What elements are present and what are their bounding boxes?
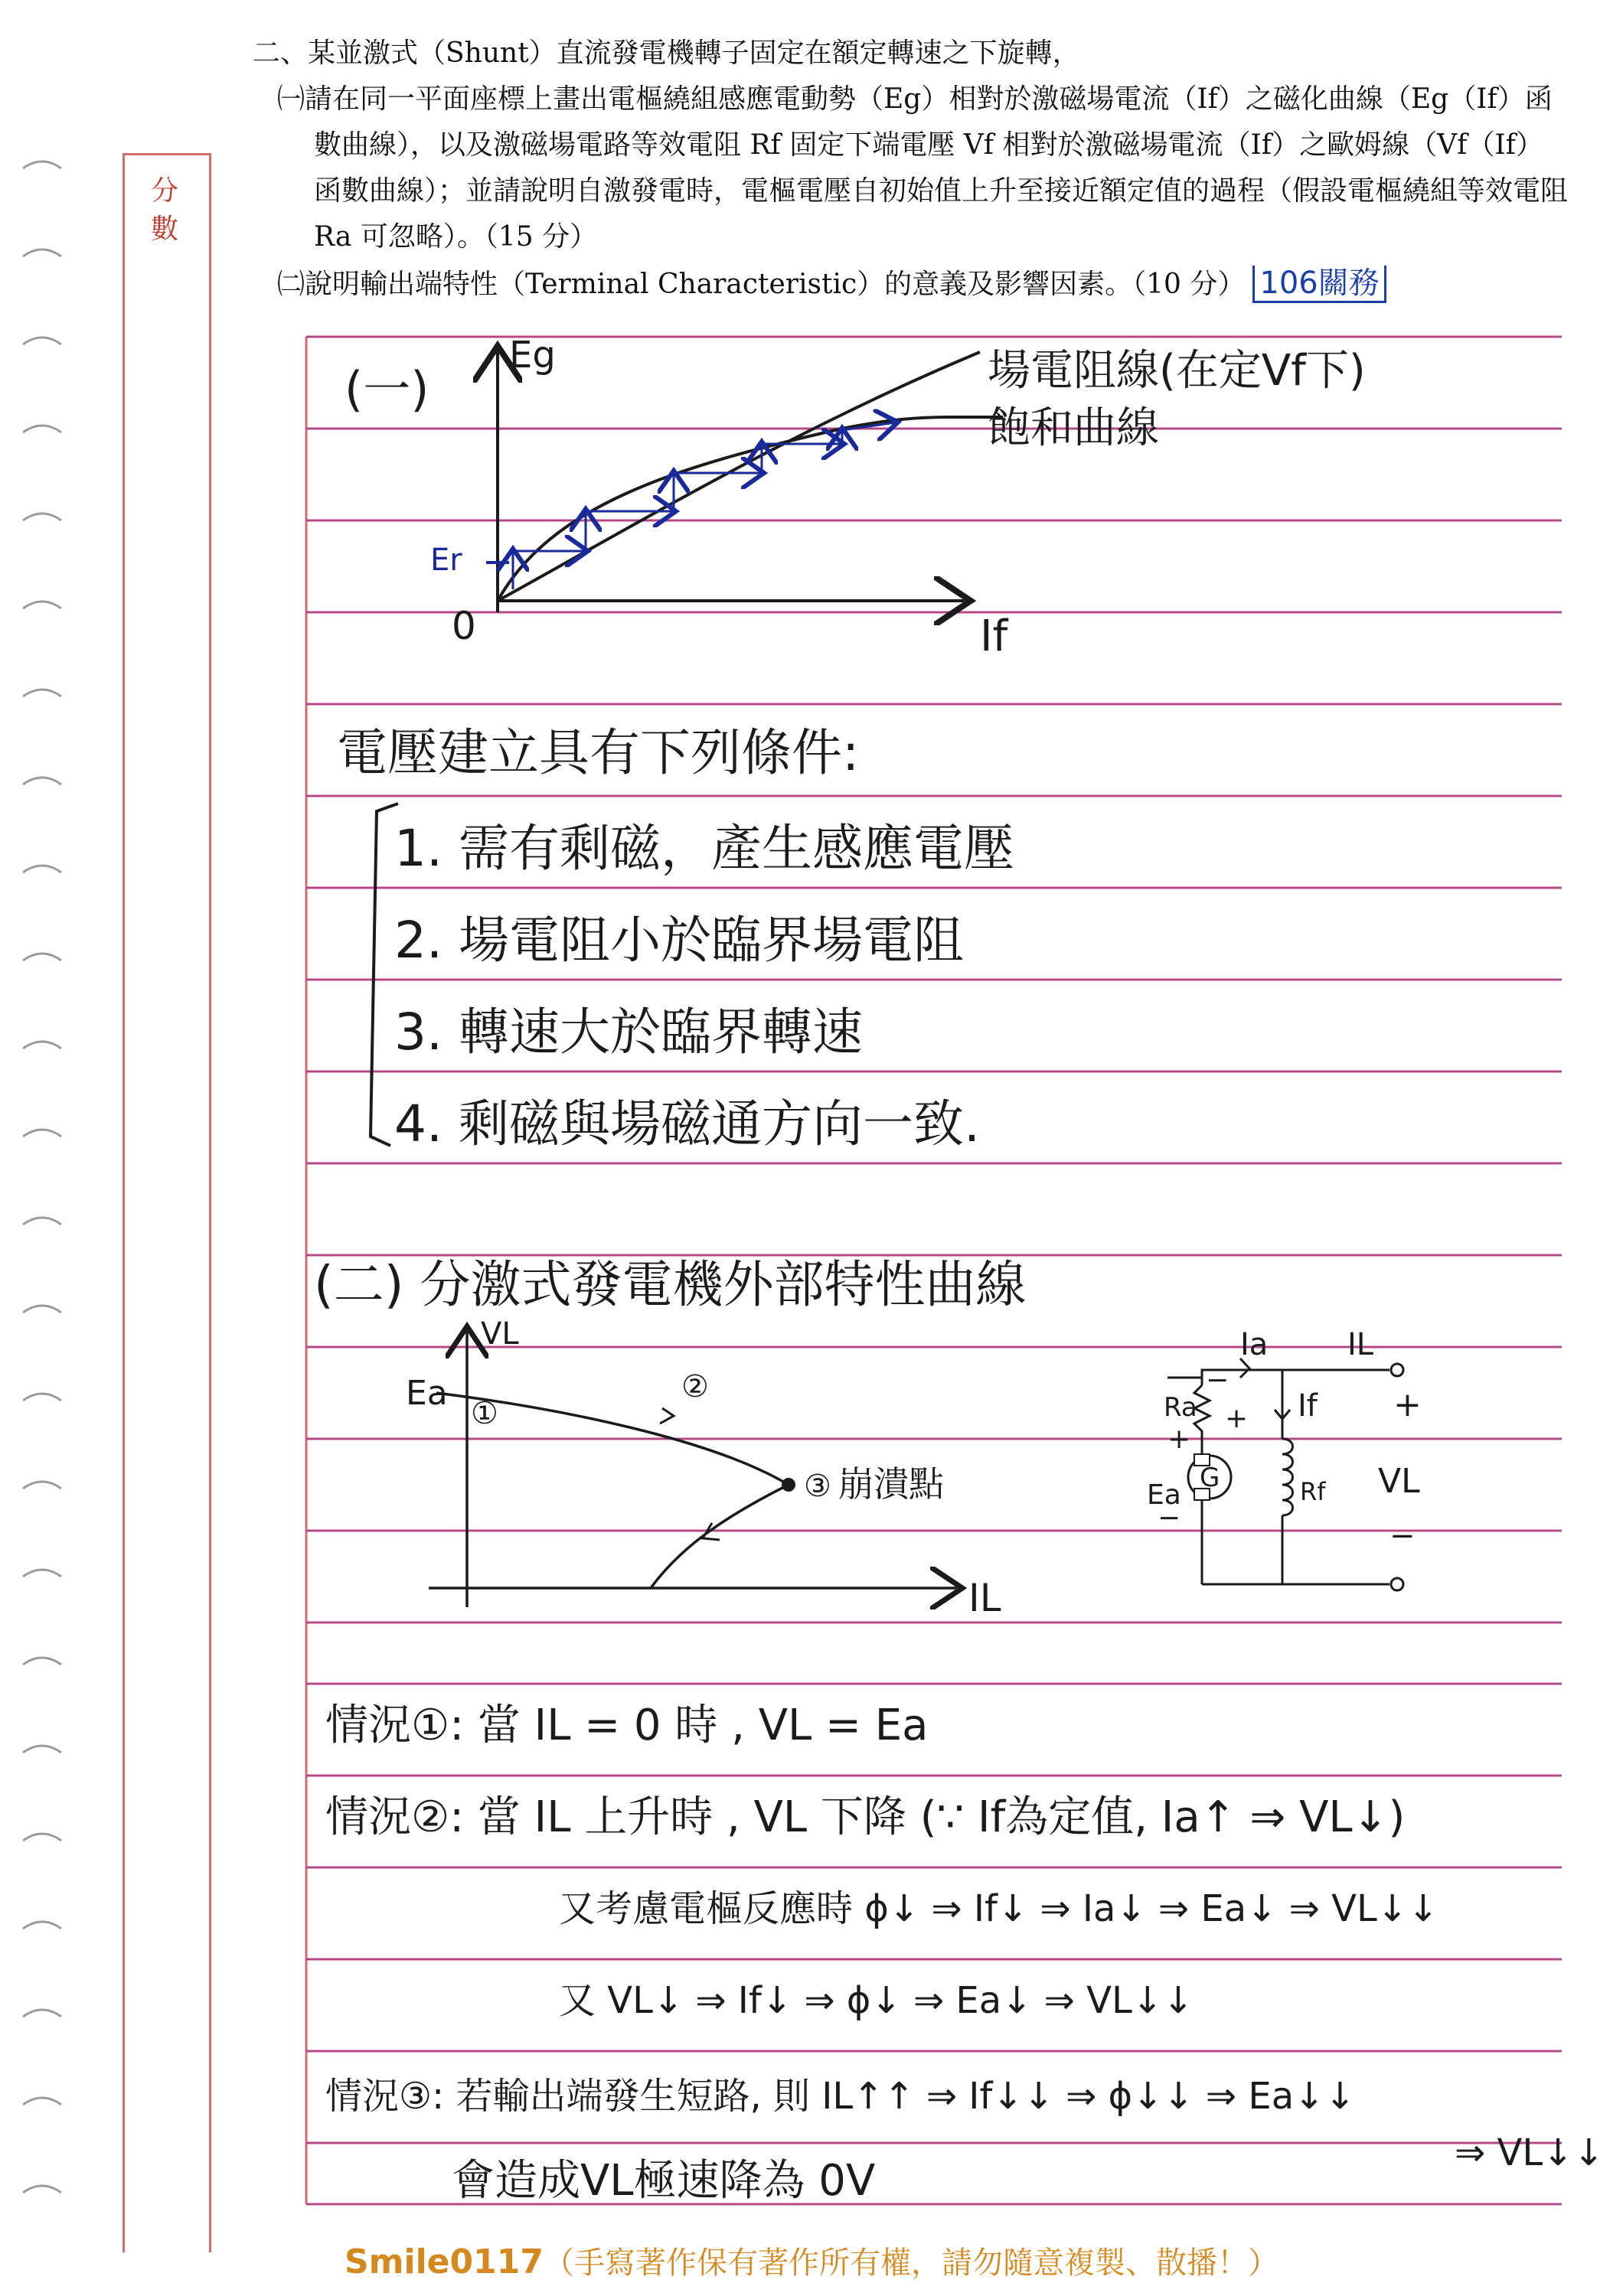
case-line: 情況③: 若輸出端發生短路, 則 IL↑↑ ⇒ If↓↓ ⇒ ϕ↓↓ ⇒ Ea↓↓ bbox=[325, 2075, 1356, 2118]
saturation-curve bbox=[498, 417, 1003, 601]
field-resistance-line bbox=[498, 352, 980, 601]
circuit-il-label: IL bbox=[1347, 1327, 1374, 1362]
exam-tag: 106關務 bbox=[1252, 266, 1386, 303]
origin-label: 0 bbox=[452, 604, 476, 648]
question-part-1: ㈠請在同一平面座標上畫出電樞繞組感應電動勢（Eg）相對於激磁場電流（If）之磁化曲線（Eg（If）函數曲線），以及激磁場電路等效電阻 Rf 固定下端電壓 Vf 相對於激磁場電流（If）之歐姆線（Vf（If）函數曲線）；並請說明自激發電時，電樞電壓自初始值上升至接近額定值的過程（假設電樞繞組等效電阻 Ra 可忽略）。（15 分） bbox=[277, 83, 1569, 253]
collapse-point bbox=[782, 1478, 795, 1492]
eg-axis-label: Eg bbox=[509, 334, 556, 377]
footer-note: （手寫著作保有著作所有權，請勿隨意複製、散播！） bbox=[544, 2245, 1278, 2281]
buildup-staircase bbox=[513, 422, 896, 589]
circuit-vl-label: VL bbox=[1378, 1462, 1420, 1501]
case-line: 又考慮電樞反應時 ϕ↓ ⇒ If↓ ⇒ Ia↓ ⇒ Ea↓ ⇒ VL↓↓ bbox=[559, 1887, 1439, 1930]
circuit-ra-label: Ra bbox=[1164, 1392, 1197, 1423]
circuit-plus-out: + bbox=[1393, 1385, 1422, 1424]
case-line: 情況②: 當 IL 上升時 , VL 下降 (∵ If為定值, Ia↑ ⇒ VL↓) bbox=[325, 1792, 1406, 1842]
question-part-2-text: ㈡說明輸出端特性（Terminal Characteristic）的意義及影響因素。（10 分） bbox=[277, 269, 1246, 300]
conditions-title: 電壓建立具有下列條件: bbox=[337, 723, 860, 782]
shunt-generator-circuit bbox=[1087, 1324, 1439, 1630]
saturation-curve-label: 飽和曲線 bbox=[988, 403, 1159, 453]
part1-label: (一) bbox=[345, 361, 429, 417]
circuit-minus-top: − bbox=[1206, 1365, 1229, 1396]
il-axis-label: IL bbox=[968, 1576, 1001, 1620]
point-1-label: ① bbox=[471, 1396, 498, 1431]
if-axis-label: If bbox=[980, 612, 1008, 661]
circuit-rf-label: Rf bbox=[1300, 1477, 1326, 1506]
vl-axis-label: VL bbox=[481, 1316, 519, 1352]
point-3-label: ③ bbox=[804, 1469, 831, 1504]
er-label: Er bbox=[430, 543, 462, 578]
circuit-if-label: If bbox=[1298, 1388, 1318, 1424]
footer-brand: Smile0117 bbox=[344, 2242, 544, 2281]
circuit-plus-ra: + bbox=[1225, 1403, 1249, 1434]
circuit-minus-ea: − bbox=[1158, 1502, 1181, 1534]
part2-title: (二) 分激式發電機外部特性曲線 bbox=[314, 1255, 1027, 1314]
condition-item: 3. 轉速大於臨界轉速 bbox=[394, 1003, 863, 1062]
circuit-plus-ea: + bbox=[1167, 1424, 1191, 1455]
score-label: 分數 bbox=[150, 175, 178, 245]
collapse-label: 崩潰點 bbox=[838, 1463, 944, 1505]
question-main: 二、某並激式（Shunt）直流發電機轉子固定在額定轉速之下旋轉， bbox=[253, 38, 1080, 69]
circuit-minus-out: − bbox=[1390, 1518, 1416, 1554]
ea-label: Ea bbox=[406, 1374, 448, 1413]
point-2-label: ② bbox=[681, 1369, 709, 1404]
case-line: 又 VL↓ ⇒ If↓ ⇒ ϕ↓ ⇒ Ea↓ ⇒ VL↓↓ bbox=[559, 1979, 1194, 2022]
case-line: 會造成VL極速降為 0V bbox=[452, 2156, 876, 2206]
external-characteristic-graph bbox=[390, 1316, 1034, 1623]
circuit-generator-label: G bbox=[1200, 1463, 1220, 1493]
condition-item: 2. 場電阻小於臨界場電阻 bbox=[394, 911, 964, 970]
condition-item: 1. 需有剩磁，產生感應電壓 bbox=[394, 819, 1014, 878]
circuit-ea-label: Ea bbox=[1147, 1479, 1181, 1511]
case-line: ⇒ VL↓↓ bbox=[1455, 2131, 1605, 2174]
copyright-footer bbox=[0, 2239, 1623, 2282]
circuit-ia-label: Ia bbox=[1240, 1327, 1269, 1362]
case-line: 情況①: 當 IL = 0 時 , VL = Ea bbox=[325, 1701, 929, 1750]
condition-item: 4. 剩磁與場磁通方向一致. bbox=[394, 1094, 980, 1153]
field-resistance-line-label: 場電阻線(在定Vf下) bbox=[988, 346, 1366, 396]
